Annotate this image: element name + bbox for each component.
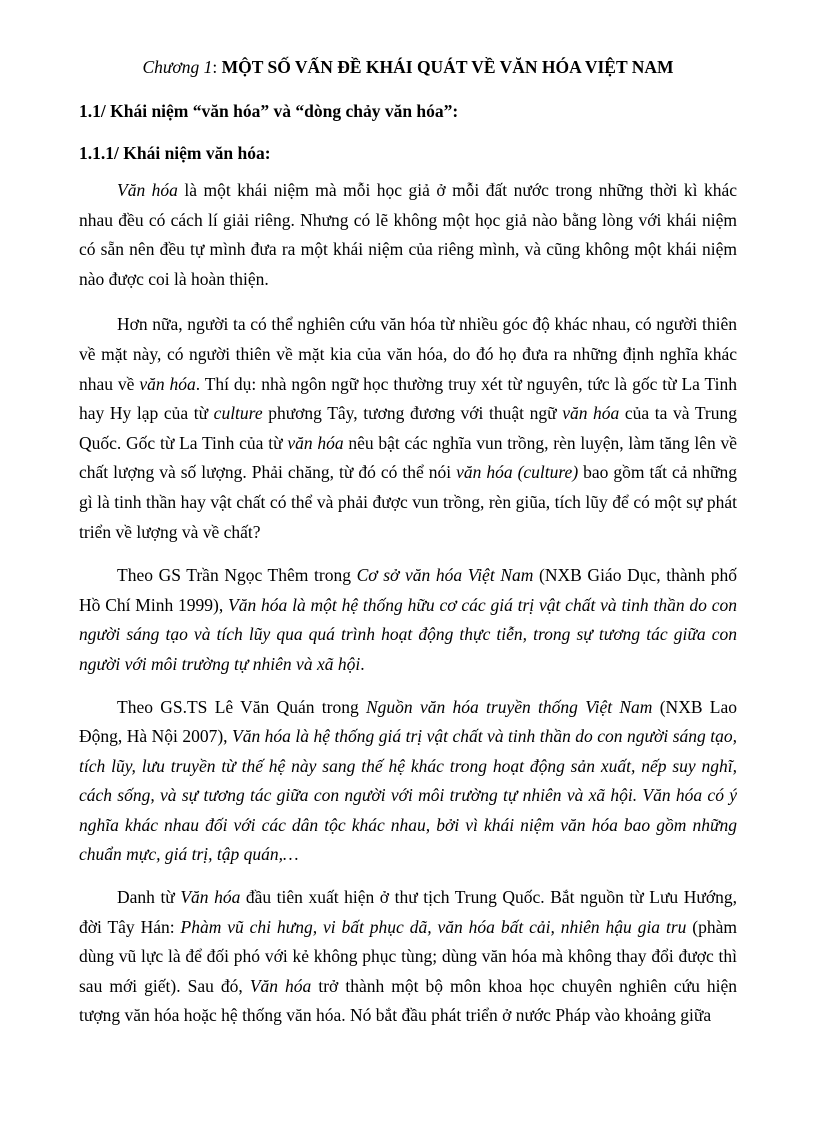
chapter-label: Chương 1 — [142, 57, 213, 77]
text-run: . Thí dụ: nhà ngôn ngữ học thường truy xét từ nguyên, tức là gốc từ La Tinh hay Hy lạp của từ — [79, 373, 737, 424]
text-run: (phàm dùng vũ lực là để đối phó với kẻ không phục tùng; dùng văn hóa mà không thay đổi được thì sau mới giết). Sau đó, — [79, 916, 738, 996]
body-text — [79, 176, 737, 1044]
text-run: đầu tiên xuất hiện ở thư tịch Trung Quốc. Bắt nguồn từ Lưu Hướng, đời Tây Hán: — [79, 887, 737, 937]
italic-text-run: culture — [213, 403, 263, 424]
text-run: nêu bật các nghĩa vun trồng, rèn luyện, làm tăng lên về chất lượng và số lượng. Phải chăng, từ đó có thể nói — [79, 432, 737, 483]
italic-text-run: Nguồn văn hóa truyền thống Việt Nam — [366, 696, 653, 717]
italic-text-run: Cơ sở văn hóa Việt Nam — [356, 565, 534, 586]
italic-text-run: văn hóa — [562, 403, 620, 424]
section-heading: 1.1/ Khái niệm “văn hóa” và “dòng chảy văn hóa”: — [79, 101, 459, 121]
italic-text-run: Văn hóa — [180, 887, 241, 908]
text-run: là một khái niệm mà mỗi học giả ở mỗi đất nước trong những thời kì khác nhau đều có cách lí giải riêng. Nhưng có lẽ không một học giả nào bằng lòng với khái niệm có sẵn nên đều tự mình đưa ra một khái niệm của riêng mình, và cũng không một khái niệm nào được coi là hoàn thiện. — [79, 180, 737, 289]
paragraph — [79, 176, 737, 294]
text-run: Hơn nữa, người ta có thể nghiên cứu văn hóa từ nhiều góc độ khác nhau, có người thiên về mặt này, có người thiên về mặt kia của văn hóa, do đó họ đưa ra những định nghĩa khác nhau về — [79, 314, 737, 394]
text-run: (NXB Lao Động, Hà Nội 2007), — [79, 696, 737, 747]
subsection-heading: 1.1.1/ Khái niệm văn hóa: — [79, 143, 271, 163]
chapter-heading — [0, 53, 816, 81]
paragraph — [79, 693, 737, 871]
chapter-title: MỘT SỐ VẤN ĐỀ KHÁI QUÁT VỀ VĂN HÓA VIỆT NAM — [221, 57, 674, 77]
italic-text-run: Văn hóa — [249, 975, 312, 996]
text-run: Theo GS.TS Lê Văn Quán trong — [117, 696, 366, 717]
italic-text-run: Phàm vũ chi hưng, vi bất phục dã, văn hóa bất cải, nhiên hậu gia tru — [180, 916, 687, 937]
italic-text-run: Văn hóa là một hệ thống hữu cơ các giá trị vật chất và tinh thần do con người sáng tạo và tích lũy qua quá trình hoạt động thực tiễn, trong sự tương tác giữa con người với môi trường tự nhiên và xã hội — [79, 594, 737, 674]
text-run: Danh từ — [117, 887, 181, 908]
text-run: trở thành một bộ môn khoa học chuyên nghiên cứu hiện tượng văn hóa hoặc hệ thống văn hóa. Nó bắt đầu phát triển ở nước Pháp vào khoảng giữa — [79, 975, 737, 1026]
italic-text-run: Văn hóa — [117, 180, 178, 200]
text-run: . — [360, 653, 365, 674]
paragraph — [79, 310, 737, 547]
paragraph — [79, 883, 737, 1031]
chapter-separator: : — [212, 57, 222, 77]
text-run: bao gồm tất cả những gì là tinh thần hay vật chất có thể và phải được vun trồng, rèn giũa, tích lũy để có một sự phát triển về lượng và về chất? — [79, 462, 738, 542]
italic-text-run: văn hóa — [139, 373, 196, 394]
paragraph — [79, 561, 737, 679]
text-run: phương Tây, tương đương với thuật ngữ — [262, 403, 563, 424]
text-run: của ta và Trung Quốc. Gốc từ La Tinh của từ — [79, 403, 737, 453]
italic-text-run: văn hóa — [287, 432, 344, 453]
italic-text-run: văn hóa (culture) — [456, 462, 579, 483]
text-run: (NXB Giáo Dục, thành phố Hồ Chí Minh 1999), — [79, 565, 738, 615]
italic-text-run: Văn hóa là hệ thống giá trị vật chất và tinh thần do con người sáng tạo, tích lũy, lưu truyền từ thế hệ này sang thế hệ khác trong hoạt động sản xuất, nếp suy nghĩ, cách sống, và sự tương tác giữa con người với môi trường tự nhiên và xã hội. Văn hóa có ý nghĩa khác nhau đối với các dân tộc khác nhau, bởi vì khái niệm văn hóa bao gồm những chuẩn mực, giá trị, tập quán,… — [79, 726, 737, 865]
text-run: Theo GS Trần Ngọc Thêm trong — [117, 565, 357, 586]
